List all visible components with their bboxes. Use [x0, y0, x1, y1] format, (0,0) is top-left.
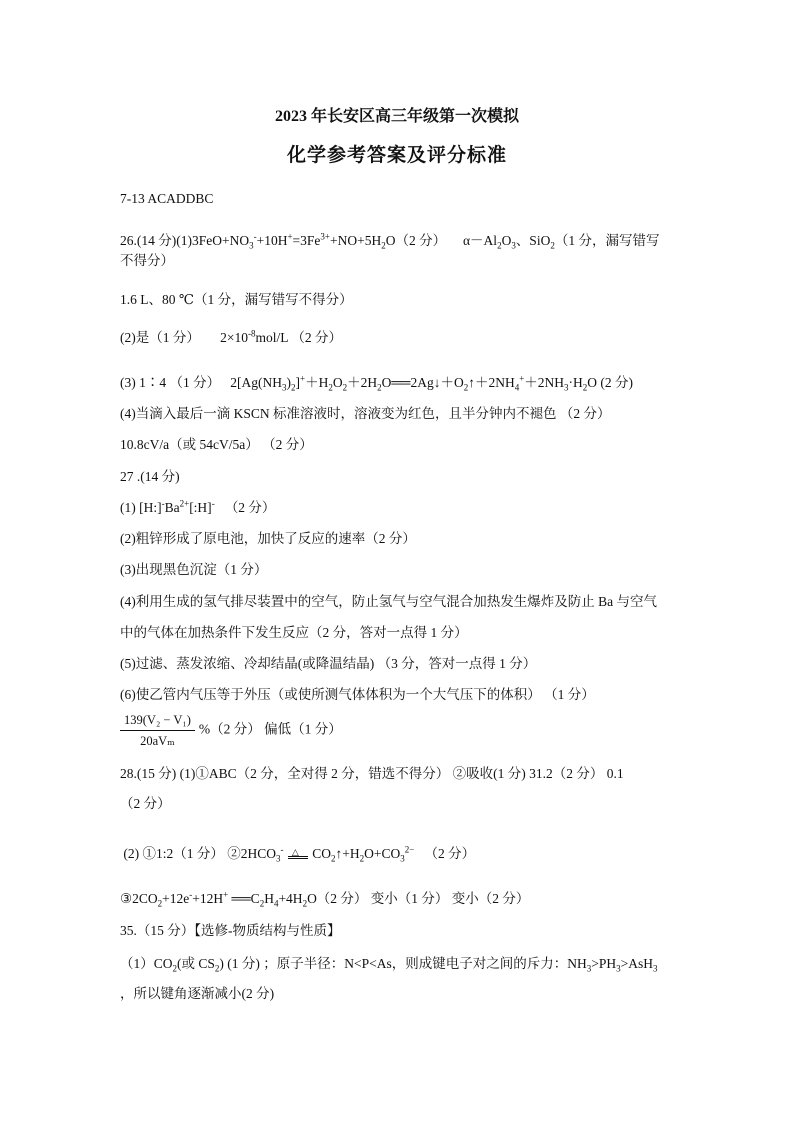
heating-condition-arrow: △: [287, 849, 309, 861]
q28-line-3: (2) ①1:2（1 分） $②2HCO_3^-$ △ $CO_2↑+H_2O+CO_3^{2-}$ （2 分）: [123, 844, 476, 864]
q27-line-1: (1) $[H:]^-Ba^{2+}[:H]^-$ （2 分）: [120, 498, 276, 515]
q27-line-8: $\frac{\text{139(V₂ − V₁)}}{\text{20aVₘ}}$ %（2 分） 偏低（1 分）: [120, 711, 342, 750]
q35-line-2: ，所以键角逐渐减小(2 分): [120, 986, 275, 1001]
q27-line-3: (3)出现黑色沉淀（1 分）: [120, 562, 268, 577]
q26-line-6: (4)当滴入最后一滴 KSCN 标准溶液时，溶液变为红色，且半分钟内不褪色 （2 分）: [120, 406, 611, 421]
q28-line-1: 28.(15 分) (1)①ABC（2 分，全对得 2 分，错选不得分） ②吸收(1 分) 31.2（2 分） 0.1: [120, 766, 624, 781]
q26-line-3: 1.6 L、80 ℃（1 分，漏写错写不得分）: [120, 292, 353, 307]
q26-line-2: 不得分）: [120, 253, 174, 268]
q28-line-2: （2 分）: [120, 796, 171, 811]
q27-line-7: (6)使乙管内气压等于外压（或使所测气体体积为一个大气压下的体积） （1 分）: [120, 687, 595, 702]
q28-line-4: $③2CO_2+12e^-+12H^+$ $══C_2H_4+4H_2O(2$ 分） 变小（1 分） 变小（2 分）: [120, 889, 530, 909]
q27-heading: 27 .(14 分): [120, 469, 180, 484]
document-title: 2023 年长安区高三年级第一次模拟: [274, 108, 519, 125]
q35-heading: 35.（15 分）【选修-物质结构与性质】: [120, 923, 341, 938]
q35-line-1: $(1)CO_2$(或 $CS_2$) (1 分) ；原子半径：N<P<As，则成键电子对之间的斥力：$NH_3>PH_3>AsH_3$: [120, 956, 658, 974]
q27-line-4: (4)利用生成的氢气排尽装置中的空气，防止氢气与空气混合加热发生爆炸及防止 Ba 与空气: [120, 594, 657, 609]
q27-line-6: (5)过滤、蒸发浓缩、冷却结晶(或降温结晶) （3 分，答对一点得 1 分）: [120, 656, 537, 671]
q26-line-4: (2)是（1 分） $2\times 10^{-8}mol/L$ （2 分）: [120, 328, 342, 345]
fraction: [120, 711, 195, 750]
q26-line-5: (3) 1∶4 （1 分） $2[Ag(NH_3)_2]^++H_2O_2+2H_2O══2Ag↓+O_2↑+2NH_4^++2NH_3\cdot H_2O$ (2 分): [120, 373, 634, 393]
q27-line-2: (2)粗锌形成了原电池，加快了反应的速率（2 分）: [120, 531, 416, 546]
answers-7-13: 7-13 ACADDBC: [120, 191, 214, 206]
q26-line-7: 10.8cV/a（或 54cV/5a） （2 分）: [120, 437, 313, 452]
q27-line-5: 中的气体在加热条件下发生反应（2 分，答对一点得 1 分）: [120, 625, 468, 640]
document-subtitle: 化学参考答案及评分标准: [286, 145, 507, 166]
q26-line-1: 26.(14 分)$(1)3FeO+NO_3^-+10H^+=3Fe^{3+}+NO+5H_2O(2$ 分） $\alpha-Al_2O_3$、SiO$_2$（1 分，漏写错写: [120, 231, 660, 251]
fraction-numerator: 139(V₂ − V₁): [120, 711, 195, 731]
fraction-denominator: 20aVₘ: [140, 734, 175, 748]
